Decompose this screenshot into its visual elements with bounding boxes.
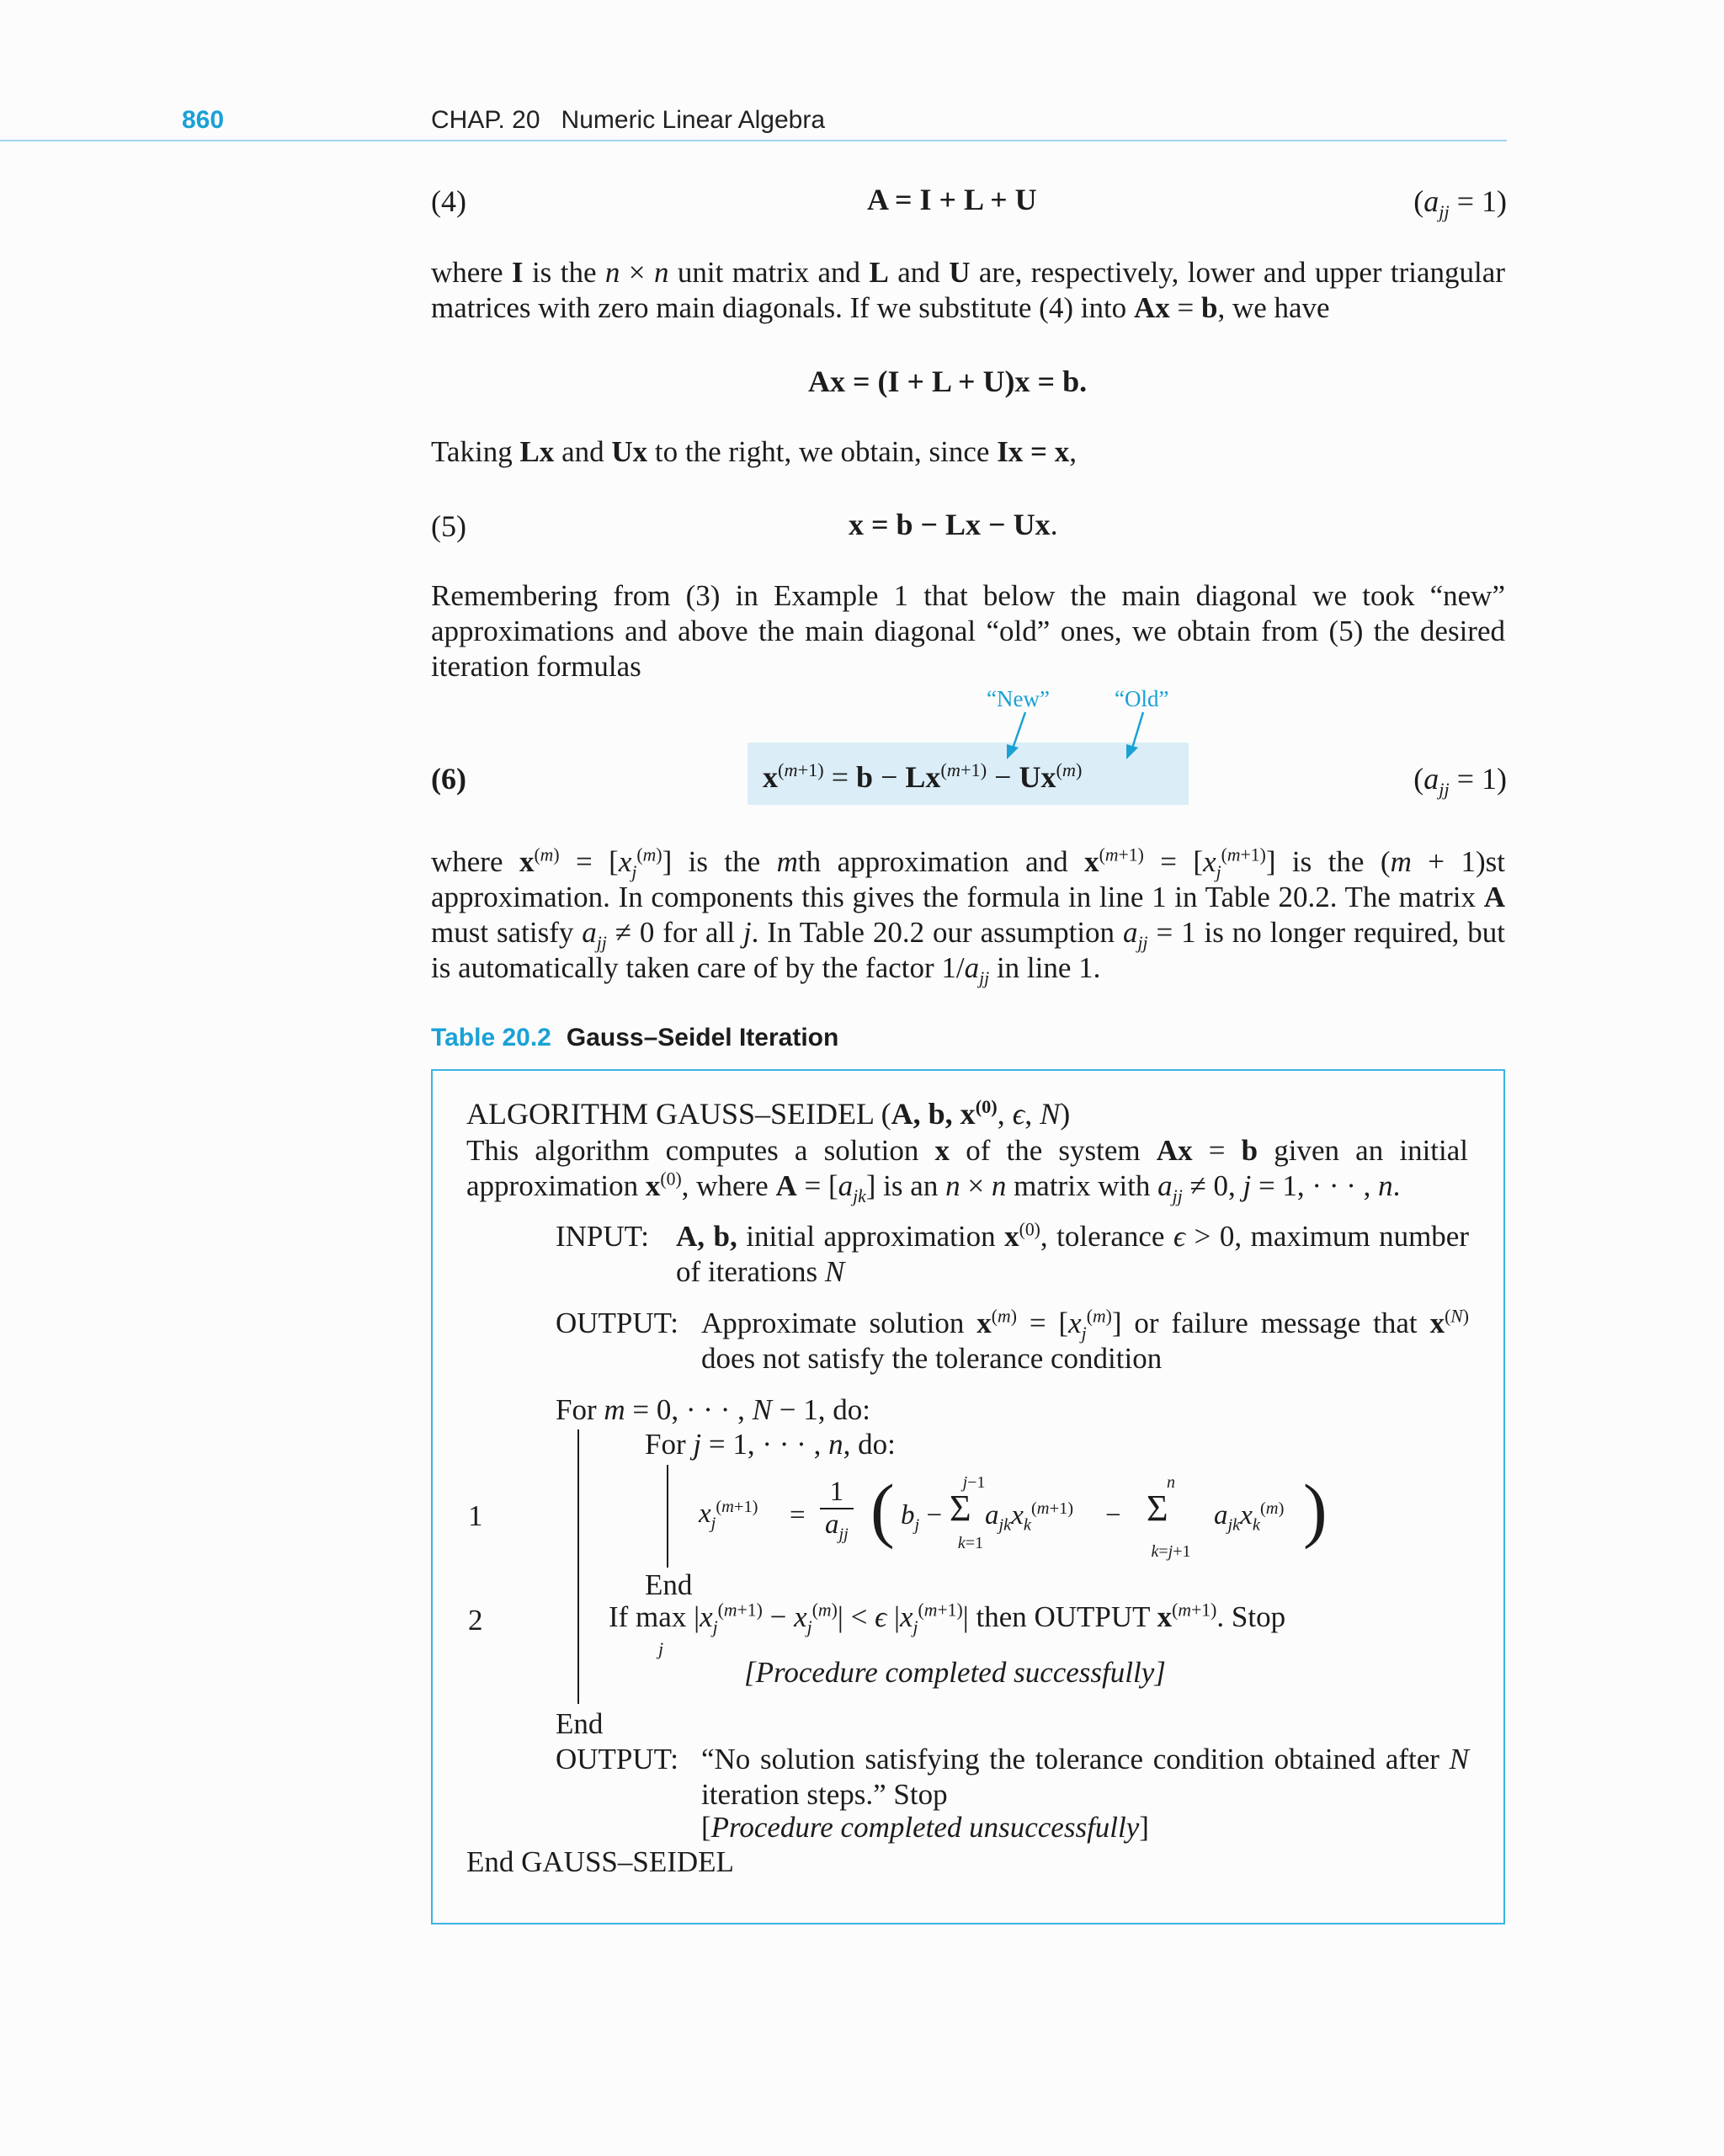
eq5-formula: x = b − Lx − Ux. [849, 508, 1058, 541]
input-label: INPUT: [556, 1220, 650, 1253]
end-algorithm: End GAUSS–SEIDEL [466, 1845, 734, 1878]
for-m-loop: For m = 0, · · · , N − 1, do: [556, 1393, 870, 1426]
fail-output-label: OUTPUT: [556, 1743, 679, 1775]
label-old: “Old” [1115, 686, 1169, 711]
outer-loop-bar [577, 1429, 579, 1704]
chapter-label: CHAP. 20 [431, 106, 540, 134]
success-note: [Procedure completed successfully] [744, 1656, 1166, 1689]
fail-note: [Procedure completed unsuccessfully] [701, 1811, 1149, 1844]
eq6-number: (6) [431, 762, 466, 796]
algorithm-header: ALGORITHM GAUSS–SEIDEL (A, b, $x^{(0)}$, ϵ, N) [466, 1096, 1071, 1131]
table-title: Gauss–Seidel Iteration [566, 1024, 839, 1051]
line-1-formula: $x_j^{(m+1)}$ = 1 $a_{jj}$ ( $b_j$ − j−1 Σ k=1 $a_{jk}x_k^{(m+1)}$ − n Σ k=j+1 $a_{jk}x_k^{(m)}$ ) [699, 1469, 1328, 1561]
eq5-number: (5) [431, 509, 466, 543]
line-2-number: 2 [468, 1604, 483, 1637]
new-old-arrows [968, 707, 1162, 766]
header-rule [0, 140, 1507, 141]
eq6-formula: $x^{(m+1)} = b - Lx^{(m+1)} - Ux^{(m)}$ [763, 759, 1083, 794]
page-number: 860 [182, 106, 225, 134]
for-j-loop: For j = 1, · · · , n, do: [645, 1428, 896, 1461]
eq-display-1: Ax = (I + L + U)x = b. [808, 365, 1088, 398]
line-2-text: If $\max |x_j^{(m+1)} - x_j^{(m)}| < \epsilon$ $|x_j^{(m+1)}|$ then OUTPUT $x^{(m+1)}$. Stop [609, 1600, 1286, 1637]
table-number: Table 20.2 [431, 1024, 551, 1051]
line-1-number: 1 [468, 1499, 483, 1532]
running-head [431, 106, 825, 135]
table-caption [431, 1024, 838, 1052]
input-text: A, b, initial approximation $x^{(0)}$, tolerance ϵ > 0, maximum number of iterations N [676, 1219, 1469, 1288]
eq4-number: (4) [431, 184, 466, 218]
paragraph-4: where $x^{(m)} = [x_j^{(m)}]$ is the mth approximation and $x^{(m+1)} = [x_j^{(m+1)}]$ is the (m + 1)st approximation. In components this gives the formula in line 1 in Table 20.2. The matrix A must satisfy $a_{jj} \ne 0$ for all j. In Table 20.2 our assumption $a_{jj} = 1$ is no longer required, but is automatically taken care of by the factor $1/a_{jj}$ in line 1. [431, 844, 1505, 988]
output-text: Approximate solution $x^{(m)} = [x_j^{(m)}]$ or failure message that $x^{(N)}$ does not satisfy the tolerance condition [701, 1306, 1469, 1375]
fail-output-text: “No solution satisfying the tolerance condition obtained after N iteration steps.” Stop [701, 1743, 1469, 1811]
output-label: OUTPUT: [556, 1307, 679, 1339]
label-new: “New” [987, 686, 1050, 711]
chapter-title: Numeric Linear Algebra [561, 106, 826, 134]
paragraph-3: Remembering from (3) in Example 1 that below the main diagonal we took “new” approximations and above the main diagonal “old” ones, we obtain from (5) the desired iteration formulas [431, 579, 1505, 683]
end-outer-loop: End [556, 1707, 604, 1740]
eq6-condition: $(a_{jj} = 1)$ [1413, 762, 1507, 801]
inner-loop-bar [667, 1465, 668, 1568]
paragraph-2: Taking Lx and Ux to the right, we obtain, since Ix = x, [431, 435, 1078, 468]
paragraph-1: where I is the n × n unit matrix and L and U are, respectively, lower and upper triangular matrices with zero main diagonals. If we substitute (4) into Ax = b, we have [431, 256, 1505, 324]
max-subscript: j [658, 1638, 664, 1659]
eq4-formula: A = I + L + U [867, 183, 1037, 216]
algorithm-description: This algorithm computes a solution x of the system Ax = b given an initial approximation $x^{(0)}$, where $A = [a_{jk}]$ is an n × n matrix with $a_{jj} \ne 0$, j = 1, · · · , n. [466, 1134, 1468, 1206]
eq4-condition: $(a_{jj} = 1)$ [1413, 184, 1507, 223]
end-inner-loop: End [645, 1568, 693, 1601]
